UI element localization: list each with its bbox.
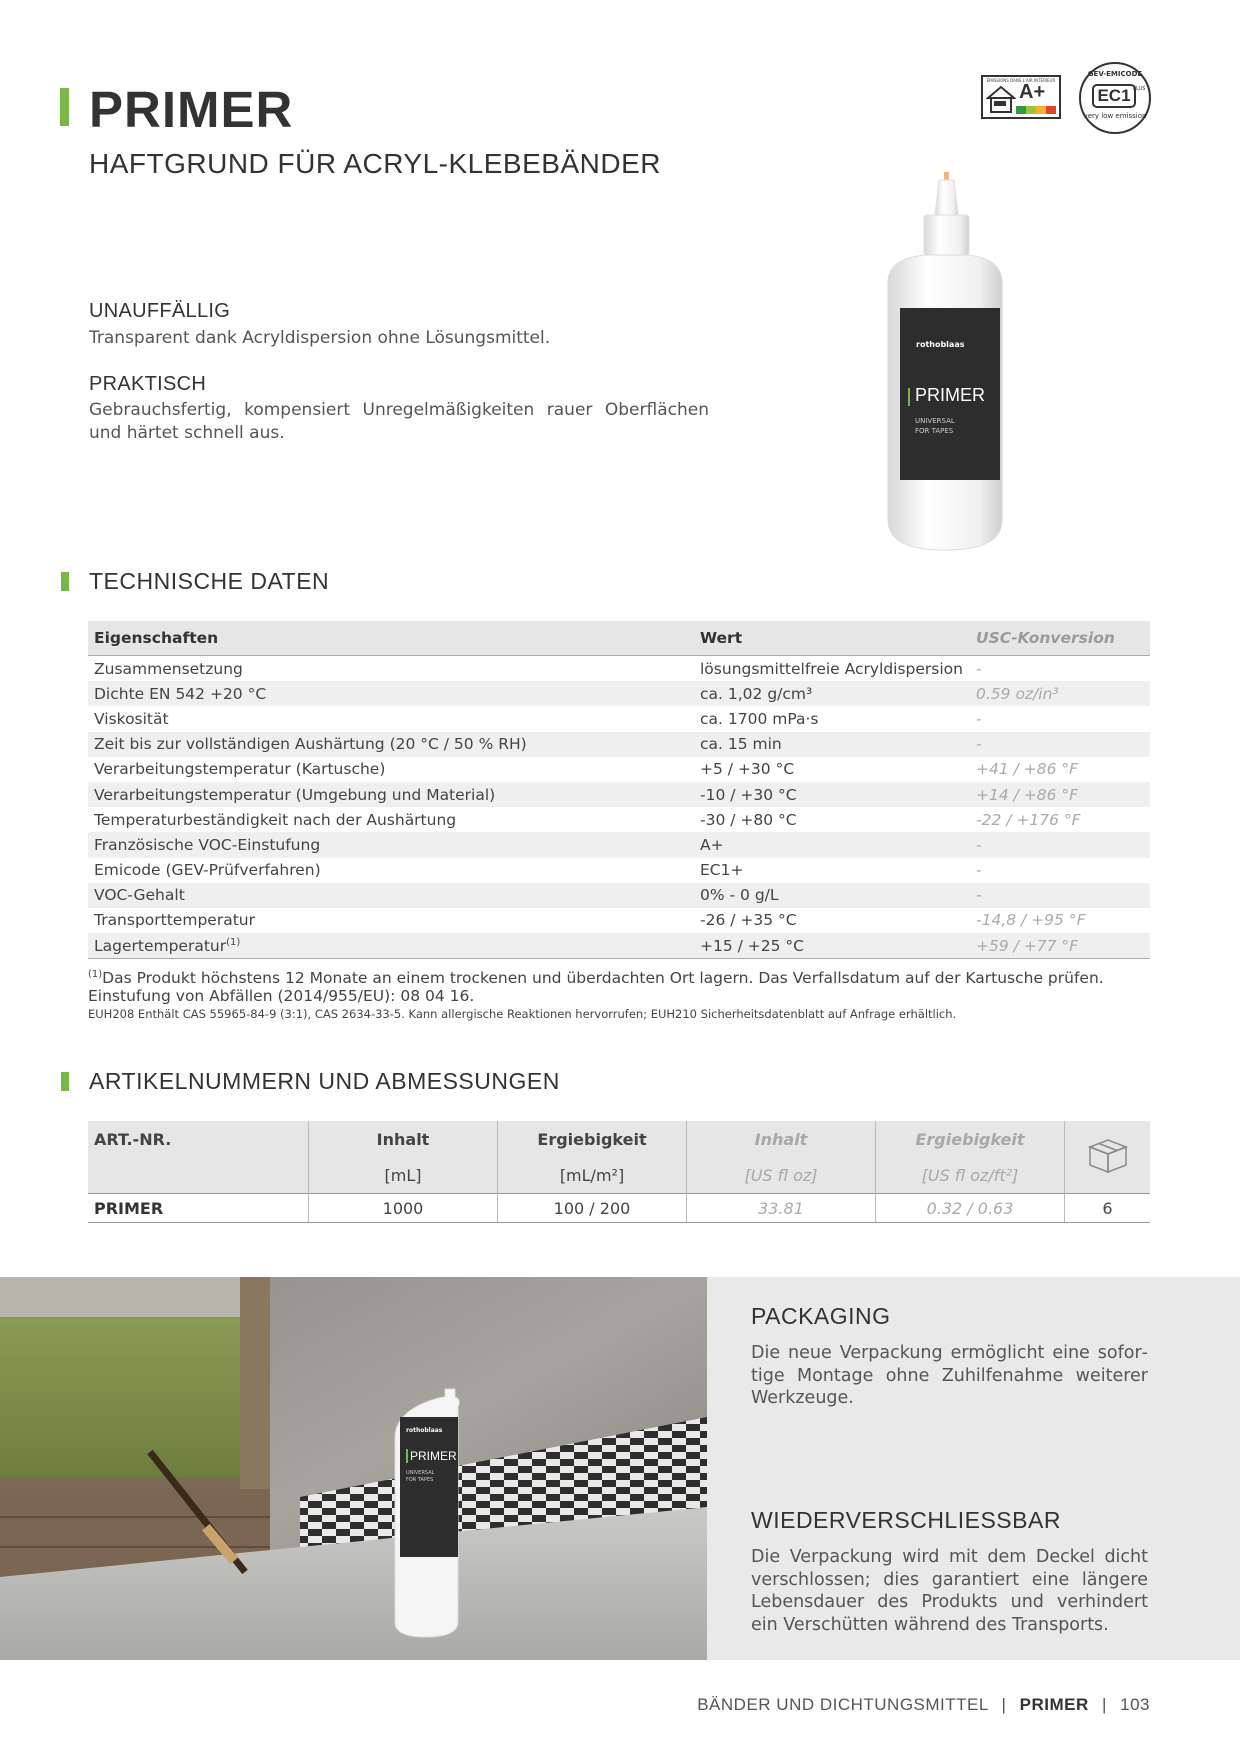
- col-header-art-blank: [88, 1157, 309, 1194]
- row-property: Zusammensetzung: [94, 659, 243, 678]
- application-photo: [0, 1277, 707, 1660]
- box-icon: [1086, 1135, 1130, 1175]
- table-row: [88, 933, 1150, 959]
- row-property: Verarbeitungstemperatur (Kartusche): [94, 760, 386, 779]
- photo-bottle-line2: FOR TAPES: [406, 1477, 434, 1483]
- bottle-product-name: PRIMER: [915, 385, 986, 405]
- row-property-text: Lagertemperatur: [94, 936, 227, 955]
- row-property: Transporttemperatur: [94, 911, 255, 930]
- col-header-package: [1065, 1121, 1151, 1194]
- feature-text-unauffaellig: Transparent dank Acryldispersion ohne Lösungsmittel.: [89, 328, 551, 348]
- house-icon: [986, 84, 1016, 114]
- row-usc: -: [970, 832, 1150, 857]
- photo-bottle-name: PRIMER: [410, 1449, 457, 1463]
- article-section-heading: ARTIKELNUMMERN UND ABMESSUNGEN: [89, 1068, 560, 1094]
- row-usc: -: [976, 659, 982, 678]
- bottle-line2: FOR TAPES: [915, 427, 954, 435]
- col-header-property: Eigenschaften: [88, 621, 694, 656]
- col-header-inhalt-us: Inhalt: [687, 1121, 876, 1157]
- footnote-marker: (1): [226, 936, 241, 948]
- cell-ergiebigkeit: 100 / 200: [498, 1194, 687, 1223]
- tech-note-2: Einstufung von Abfällen (2014/955/EU): 08 04 16.: [88, 987, 475, 1005]
- table-row: [88, 706, 1150, 731]
- ec1-plus: PLUS: [1133, 86, 1146, 92]
- row-usc: +14 / +86 °F: [970, 782, 1150, 807]
- row-usc: -14,8 / +95 °F: [976, 911, 1086, 930]
- feature-heading-unauffaellig: UNAUFFÄLLIG: [89, 300, 231, 322]
- article-accent-bar: [61, 1072, 69, 1091]
- col-header-ergiebigkeit: Ergiebigkeit: [498, 1121, 687, 1157]
- row-property: Dichte EN 542 +20 °C: [88, 681, 694, 706]
- row-value: EC1+: [700, 861, 744, 880]
- table-row: [88, 832, 1150, 857]
- row-property: VOC-Gehalt: [88, 883, 694, 908]
- row-value: +5 / +30 °C: [700, 760, 795, 779]
- ec1-top-text: GEV-EMICODE: [1087, 70, 1143, 78]
- tech-note-1: [88, 965, 1158, 988]
- ec1-plus-badge: [1079, 62, 1151, 134]
- table-row: [88, 807, 1150, 832]
- product-bottle-image: [880, 170, 1010, 555]
- bottle-brand: rothoblaas: [916, 340, 965, 349]
- col-unit-inhalt-us: [US fl oz]: [687, 1157, 876, 1194]
- page-title: PRIMER: [89, 81, 294, 138]
- row-value: -10 / +30 °C: [694, 782, 970, 807]
- footer-section: BÄNDER UND DICHTUNGSMITTEL: [697, 1695, 989, 1714]
- row-property: Zeit bis zur vollständigen Aushärtung (20 °C / 50 % RH): [88, 732, 694, 757]
- cell-pieces: 6: [1065, 1194, 1151, 1223]
- info-panel: [707, 1277, 1240, 1660]
- row-value: A+: [694, 832, 970, 857]
- table-row: [88, 656, 1150, 682]
- panel-text-reclosable: Die Verpackung wird mit dem Deckel dicht verschlossen; dies garantiert eine längere Lebensdauer des Produkts und verhindert ein Verschütten während des Transports.: [751, 1547, 1148, 1635]
- photo-bottle-brand: rothoblaas: [406, 1427, 443, 1434]
- cell-ergiebigkeit-us: 0.32 / 0.63: [876, 1194, 1065, 1223]
- row-usc: -: [976, 709, 982, 728]
- col-header-ergiebigkeit-us: Ergiebigkeit: [876, 1121, 1065, 1157]
- page-number: 103: [1120, 1695, 1150, 1714]
- row-value: -26 / +35 °C: [700, 911, 797, 930]
- row-usc: -: [970, 883, 1150, 908]
- row-value: lösungsmittelfreie Acryldispersion: [700, 659, 963, 678]
- table-row: [88, 681, 1150, 706]
- voc-a-plus-badge: [981, 75, 1061, 119]
- row-property: Emicode (GEV-Prüfverfahren): [94, 861, 321, 880]
- tech-section-heading: TECHNISCHE DATEN: [89, 568, 330, 594]
- table-row: [88, 732, 1150, 757]
- table-row: [88, 858, 1150, 883]
- col-unit-ergiebigkeit: [mL/m²]: [498, 1157, 687, 1194]
- footer-product: PRIMER: [1019, 1695, 1089, 1714]
- table-row: [88, 757, 1150, 782]
- photo-bottle-line1: UNIVERSAL: [406, 1470, 435, 1476]
- row-value: -30 / +80 °C: [700, 810, 797, 829]
- row-usc: -: [976, 861, 982, 880]
- row-property: Temperaturbeständigkeit nach der Aushärtung: [94, 810, 457, 829]
- cell-art-nr: PRIMER: [88, 1194, 309, 1223]
- note-storage-text: Das Produkt höchstens 12 Monate an einem trockenen und überdachten Ort lagern. Das Verfallsdatum auf der Kartusche prüfen.: [102, 969, 1104, 988]
- col-header-inhalt: Inhalt: [309, 1121, 498, 1157]
- bottle-line1: UNIVERSAL: [915, 417, 955, 425]
- row-value: ca. 1700 mPa·s: [700, 709, 819, 728]
- row-usc: +41 / +86 °F: [976, 760, 1079, 779]
- feature-heading-praktisch: PRAKTISCH: [89, 373, 207, 395]
- row-value: 0% - 0 g/L: [694, 883, 970, 908]
- tech-note-3: EUH208 Enthält CAS 55965-84-9 (3:1), CAS 2634-33-5. Kann allergische Reaktionen hervorrufen; EUH210 Sicherheitsdatenblatt auf Anfrage erhältlich.: [88, 1007, 957, 1021]
- table-row: [88, 883, 1150, 908]
- footer-separator: |: [1001, 1695, 1007, 1714]
- row-usc: -: [970, 732, 1150, 757]
- row-property: Verarbeitungstemperatur (Umgebung und Material): [88, 782, 694, 807]
- article-table: [88, 1121, 1150, 1223]
- tech-data-table: [88, 621, 1150, 959]
- footnote-marker: (1): [88, 969, 103, 980]
- ec1-mark: EC1: [1092, 84, 1136, 108]
- row-usc: +59 / +77 °F: [970, 933, 1150, 959]
- page-subtitle: HAFTGRUND FÜR ACRYL-KLEBEBÄNDER: [89, 148, 661, 179]
- col-unit-inhalt: [mL]: [309, 1157, 498, 1194]
- row-property: Viskosität: [94, 709, 169, 728]
- table-row: [88, 782, 1150, 807]
- panel-text-packaging: Die neue Verpackung ermöglicht eine sofortige Montage ohne Zuhilfenahme weiterer Werkzeuge.: [751, 1343, 1148, 1408]
- col-header-value: Wert: [694, 621, 970, 656]
- table-row: [88, 908, 1150, 933]
- cell-inhalt: 1000: [309, 1194, 498, 1223]
- page-footer: [697, 1695, 1150, 1715]
- cell-inhalt-us: 33.81: [687, 1194, 876, 1223]
- voc-badge-caption: ÉMISSIONS DANS L'AIR INTÉRIEUR: [986, 78, 1056, 83]
- title-accent-bar: [60, 88, 69, 126]
- feature-text-praktisch: Gebrauchsfertig, kompensiert Unregelmäßigkeiten rauer Oberflächen und härtet schnell aus.: [89, 400, 709, 443]
- row-usc: -22 / +176 °F: [976, 810, 1081, 829]
- panel-heading-reclosable: WIEDERVERSCHLIESSBAR: [751, 1507, 1061, 1533]
- col-header-art-nr: ART.-NR.: [88, 1121, 309, 1157]
- panel-heading-packaging: PACKAGING: [751, 1303, 891, 1329]
- row-usc: 0.59 oz/in³: [970, 681, 1150, 706]
- col-unit-ergiebigkeit-us: [US fl oz/ft²]: [876, 1157, 1065, 1194]
- ec1-bottom-text: very low emission: [1083, 112, 1147, 120]
- row-value: ca. 1,02 g/cm³: [694, 681, 970, 706]
- tech-accent-bar: [61, 572, 69, 591]
- col-header-usc: USC-Konversion: [970, 621, 1150, 656]
- footer-separator: |: [1101, 1695, 1107, 1714]
- row-property: Französische VOC-Einstufung: [88, 832, 694, 857]
- voc-scale: [1016, 106, 1056, 114]
- table-row: [88, 1194, 1150, 1223]
- row-value: +15 / +25 °C: [694, 933, 970, 959]
- voc-rating: A+: [1019, 81, 1046, 103]
- row-value: ca. 15 min: [694, 732, 970, 757]
- row-property: [88, 933, 694, 959]
